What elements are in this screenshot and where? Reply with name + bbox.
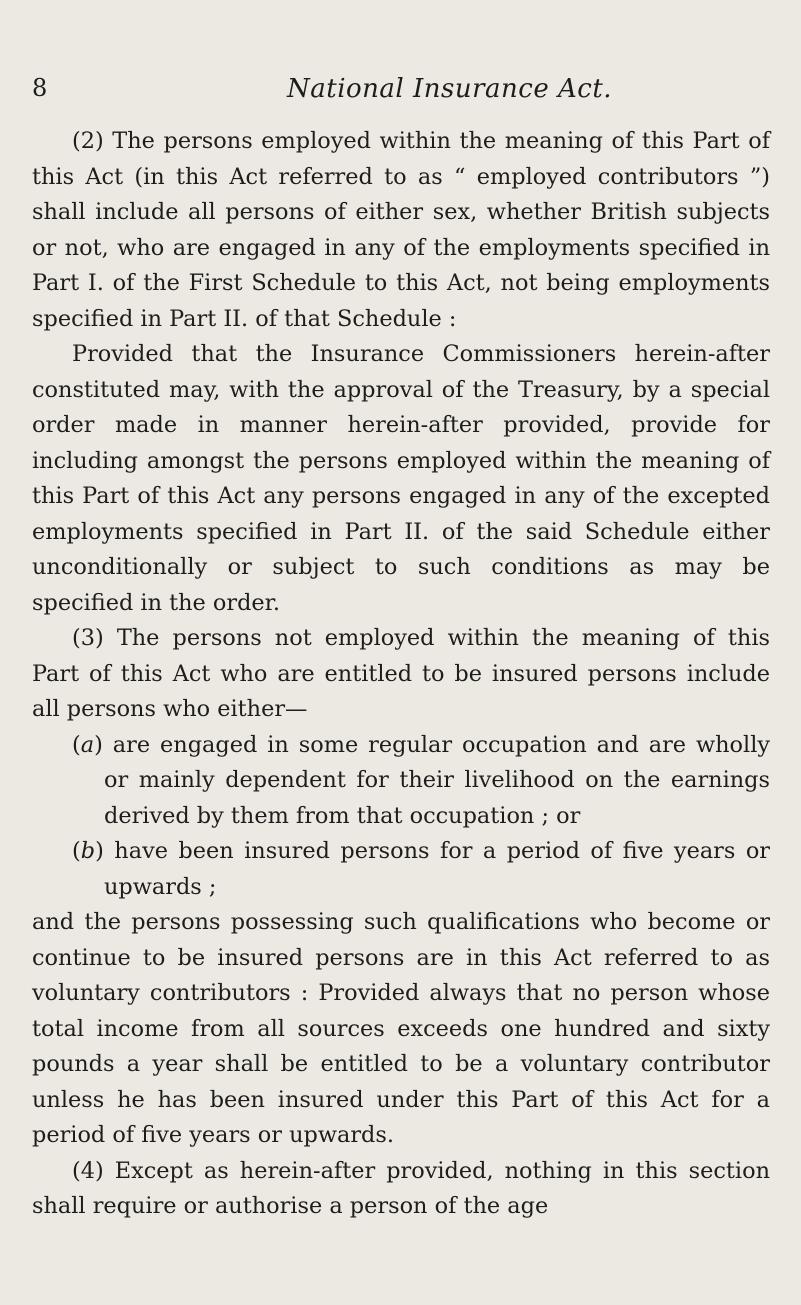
page-header: [0, 74, 801, 114]
item-a-letter: a: [80, 731, 95, 758]
item-b-text: have been insured persons for a period of five years or upwards ;: [104, 838, 771, 900]
paragraph-2: (2) The persons employed within the meaning of this Part of this Act (in this Act referred to as “ employed contributors ”) shall include all persons of either sex, whether British subjects or not, who are engaged in any of the employments specified in Part I. of the First Schedule to this Act, not being employments specified in Part II. of that Schedule :: [32, 128, 770, 332]
paragraph-proviso: Provided that the Insurance Commissioners herein-after constituted may, with the approval of the Treasury, by a special order made in manner herein-after provided, provide for including amongst the persons employed within the meaning of this Part of this Act any persons engaged in any of the excepted employments specified in Part II. of the said Schedule either unconditionally or subject to such conditions as may be specified in the order.: [32, 341, 770, 616]
item-b-letter: b: [80, 838, 96, 864]
list-item-b: (b) have been insured persons for a period of five years or upwards ;: [72, 838, 771, 900]
paragraph-4: (4) Except as herein-after provided, nothing in this section shall require or authorise a person of the age: [32, 1157, 770, 1219]
running-title: National Insurance Act.: [287, 74, 613, 104]
item-a-text: are engaged in some regular occupation and are wholly or mainly dependent for their livelihood on the earnings derived by them from that occupation ; or: [104, 731, 771, 829]
page-number: 8: [32, 74, 48, 102]
list-item-a: (a) are engaged in some regular occupation and are wholly or mainly dependent for their livelihood on the earnings derived by them from that occupation ; or: [72, 731, 771, 829]
paragraph-3-continuation: and the persons possessing such qualifications who become or continue to be insured persons are in this Act referred to as voluntary contributors : Provided always that no person whose total income from all sources exceeds one hundred and sixty pounds a year shall be entitled to be a voluntary contributor unless he has been insured under this Part of this Act for a period of five years or upwards.: [32, 909, 770, 1148]
body-text: [32, 124, 770, 1225]
paragraph-3: (3) The persons not employed within the meaning of this Part of this Act who are entitled to be insured persons include all persons who either—: [32, 625, 770, 722]
